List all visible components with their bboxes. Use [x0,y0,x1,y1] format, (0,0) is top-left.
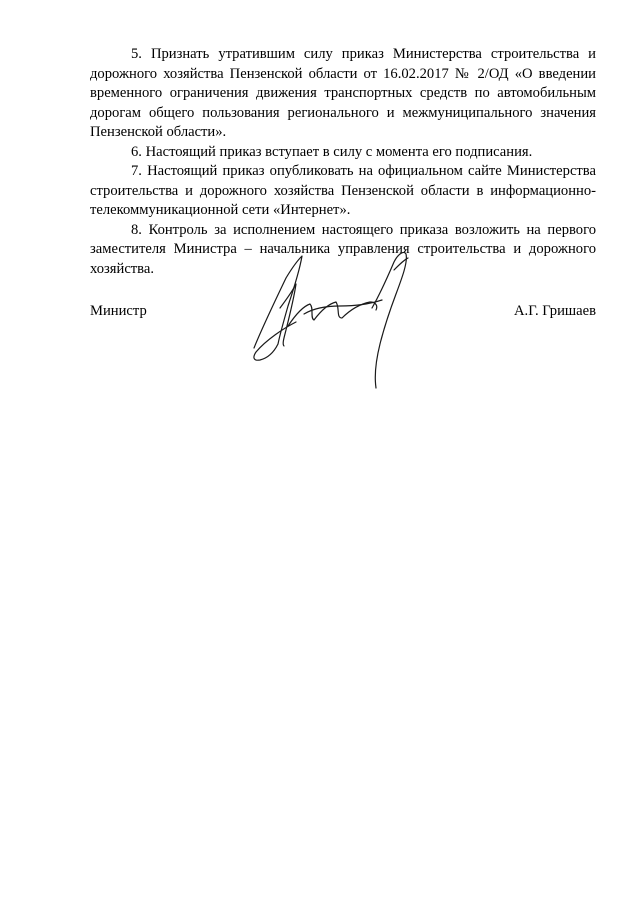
signatory-name: А.Г. Гришаев [514,303,596,319]
paragraph-7: 7. Настоящий приказ опубликовать на официальном сайте Министерства строительства и дорожного хозяйства Пензенской области в информационно-телекоммуникационной сети «Интернет». [90,163,596,218]
handwritten-signature [244,248,424,394]
signature-stroke-3 [288,302,377,326]
signature-stroke-1 [254,256,302,360]
paragraph-6: 6. Настоящий приказ вступает в силу с момента его подписания. [131,143,533,160]
paragraph-5: 5. Признать утратившим силу приказ Министерства строительства и дорожного хозяйства Пензенской области от 16.02.2017 № 2/ОД «О введении временного ограничения движения транспортных средств по автомобильным дорогам общего пользования регионального и межмуниципального значения Пензенской области». [90,46,596,140]
signature-stroke-2 [280,284,296,346]
paragraph-8: 8. Контроль за исполнением настоящего приказа возложить на первого заместителя Министра – начальника управления строительства и дорожного хозяйства. [90,221,596,277]
signatory-position: Министр [90,303,147,319]
signature-stroke-5 [372,252,406,388]
order-body [90,45,596,279]
